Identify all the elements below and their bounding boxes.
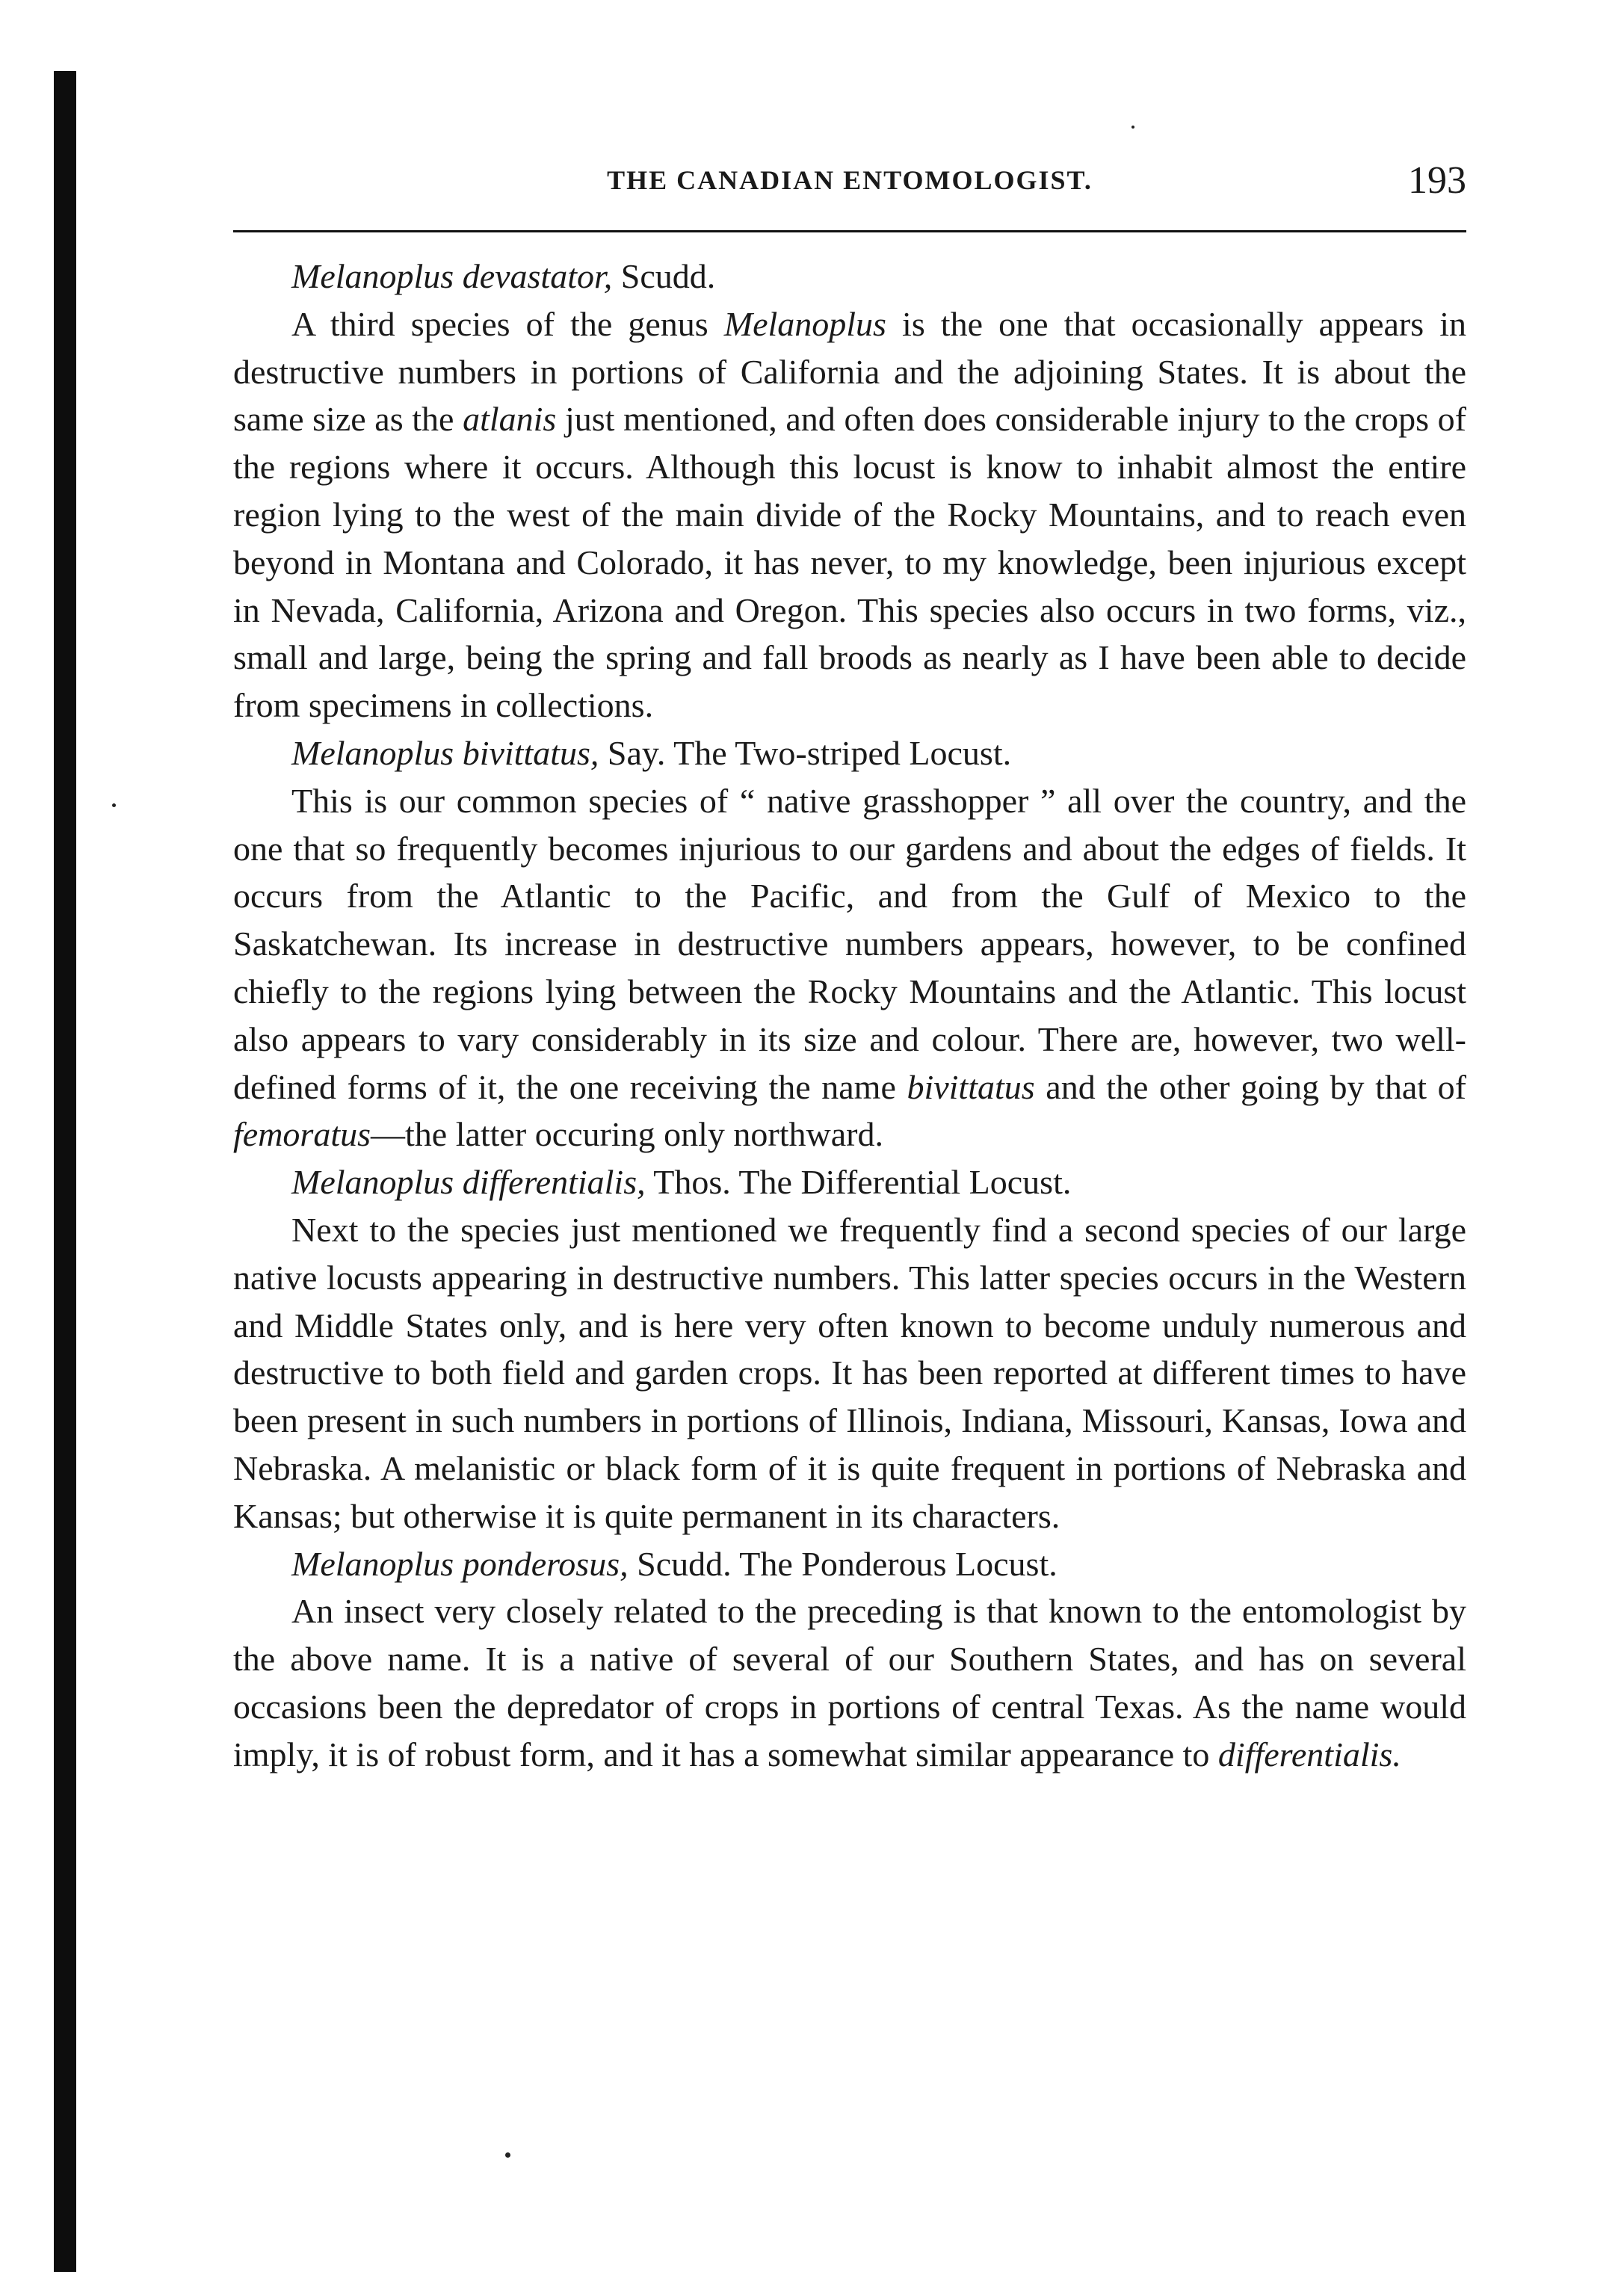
species-name: Melanoplus ponderosus,: [291, 1544, 629, 1583]
paragraph: [233, 777, 1466, 1158]
text-run: A third species of the genus: [291, 304, 724, 343]
book-spine-shadow: [54, 71, 76, 2272]
text-run: An insect very closely related to the preceding is that known to the entomologist by the above name. It is a native of several of our Southern States, and has on several occasions been the depredator of crops in portions of central Texas. As the name would imply, it is of robust form, and it has a somewhat similar appearance to: [233, 1592, 1466, 1774]
species-heading: [233, 1540, 1466, 1588]
text-run: just mentioned, and often does considerable injury to the crops of the regions where it occurs. Although this locust is know to inhabit almost the entire region lying to the west of the main divide of the Rocky Mountains, and to reach even beyond in Montana and Colorado, it has never, to my knowledge, been injurious except in Nevada, California, Arizona and Oregon. This species also occurs in two forms, viz., small and large, being the spring and fall broods as nearly as I have been able to decide from specimens in collections.: [233, 400, 1466, 725]
print-speck: [1131, 126, 1134, 129]
species-author: Thos. The Differential Locust.: [645, 1163, 1072, 1202]
species-author: Say. The Two-striped Locust.: [599, 733, 1012, 772]
species-author: Scudd. The Ponderous Locust.: [628, 1544, 1058, 1583]
species-author: Scudd.: [612, 257, 716, 295]
paragraph: [233, 300, 1466, 729]
italic-run: atlanis: [463, 400, 557, 439]
paragraph: [233, 1206, 1466, 1540]
species-heading: [233, 1158, 1466, 1206]
italic-run: Melanoplus: [723, 304, 886, 343]
running-head: THE CANADIAN ENTOMOLOGIST.: [607, 165, 1093, 195]
text-run: This is our common species of “ native grasshopper ” all over the country, and the one that so frequently becomes injurious to our gardens and about the edges of fields. It occurs from the Atlantic to the Pacific, and from the Gulf of Mexico to the Saskatchewan. Its increase in destructive numbers appears, however, to be confined chiefly to the regions lying between the Rocky Mountains and the Atlantic. This locust also appears to vary considerably in its size and colour. There are, however, two well-defined forms of it, the one receiving the name: [233, 781, 1466, 1106]
header-rule: [233, 230, 1466, 232]
text-run: is the one that occasionally appears in destructive numbers in portions of California and the adjoining States. It is about the same size as the: [233, 304, 1466, 439]
print-speck: [112, 803, 116, 807]
species-name: Melanoplus differentialis,: [291, 1163, 646, 1202]
article-body: [233, 253, 1466, 1779]
page-header: [233, 158, 1466, 203]
species-name: Melanoplus bivittatus,: [291, 733, 599, 772]
species-name: Melanoplus devastator,: [291, 257, 613, 295]
text-run: Next to the species just mentioned we frequently find a second species of our large native locusts appearing in destructive numbers. This latter species occurs in the Western and Middle States only, and is here very often known to become unduly numerous and destructive to both field and garden crops. It has been reported at different times to have been present in such numbers in portions of Illinois, Indiana, Missouri, Kansas, Iowa and Nebraska. A melanistic or black form of it is quite frequent in portions of Nebraska and Kansas; but otherwise it is quite permanent in its characters.: [233, 1210, 1466, 1535]
paragraph: [233, 1587, 1466, 1778]
text-run: and the other going by that of: [1034, 1067, 1466, 1106]
italic-run: femoratus: [233, 1115, 371, 1154]
print-speck: [505, 2152, 510, 2158]
text-run: —the latter occuring only northward.: [371, 1115, 883, 1154]
page-number: 193: [1408, 159, 1466, 202]
italic-run: differentialis.: [1217, 1735, 1401, 1774]
species-heading: [233, 253, 1466, 300]
italic-run: bivittatus: [907, 1067, 1035, 1106]
species-heading: [233, 729, 1466, 777]
